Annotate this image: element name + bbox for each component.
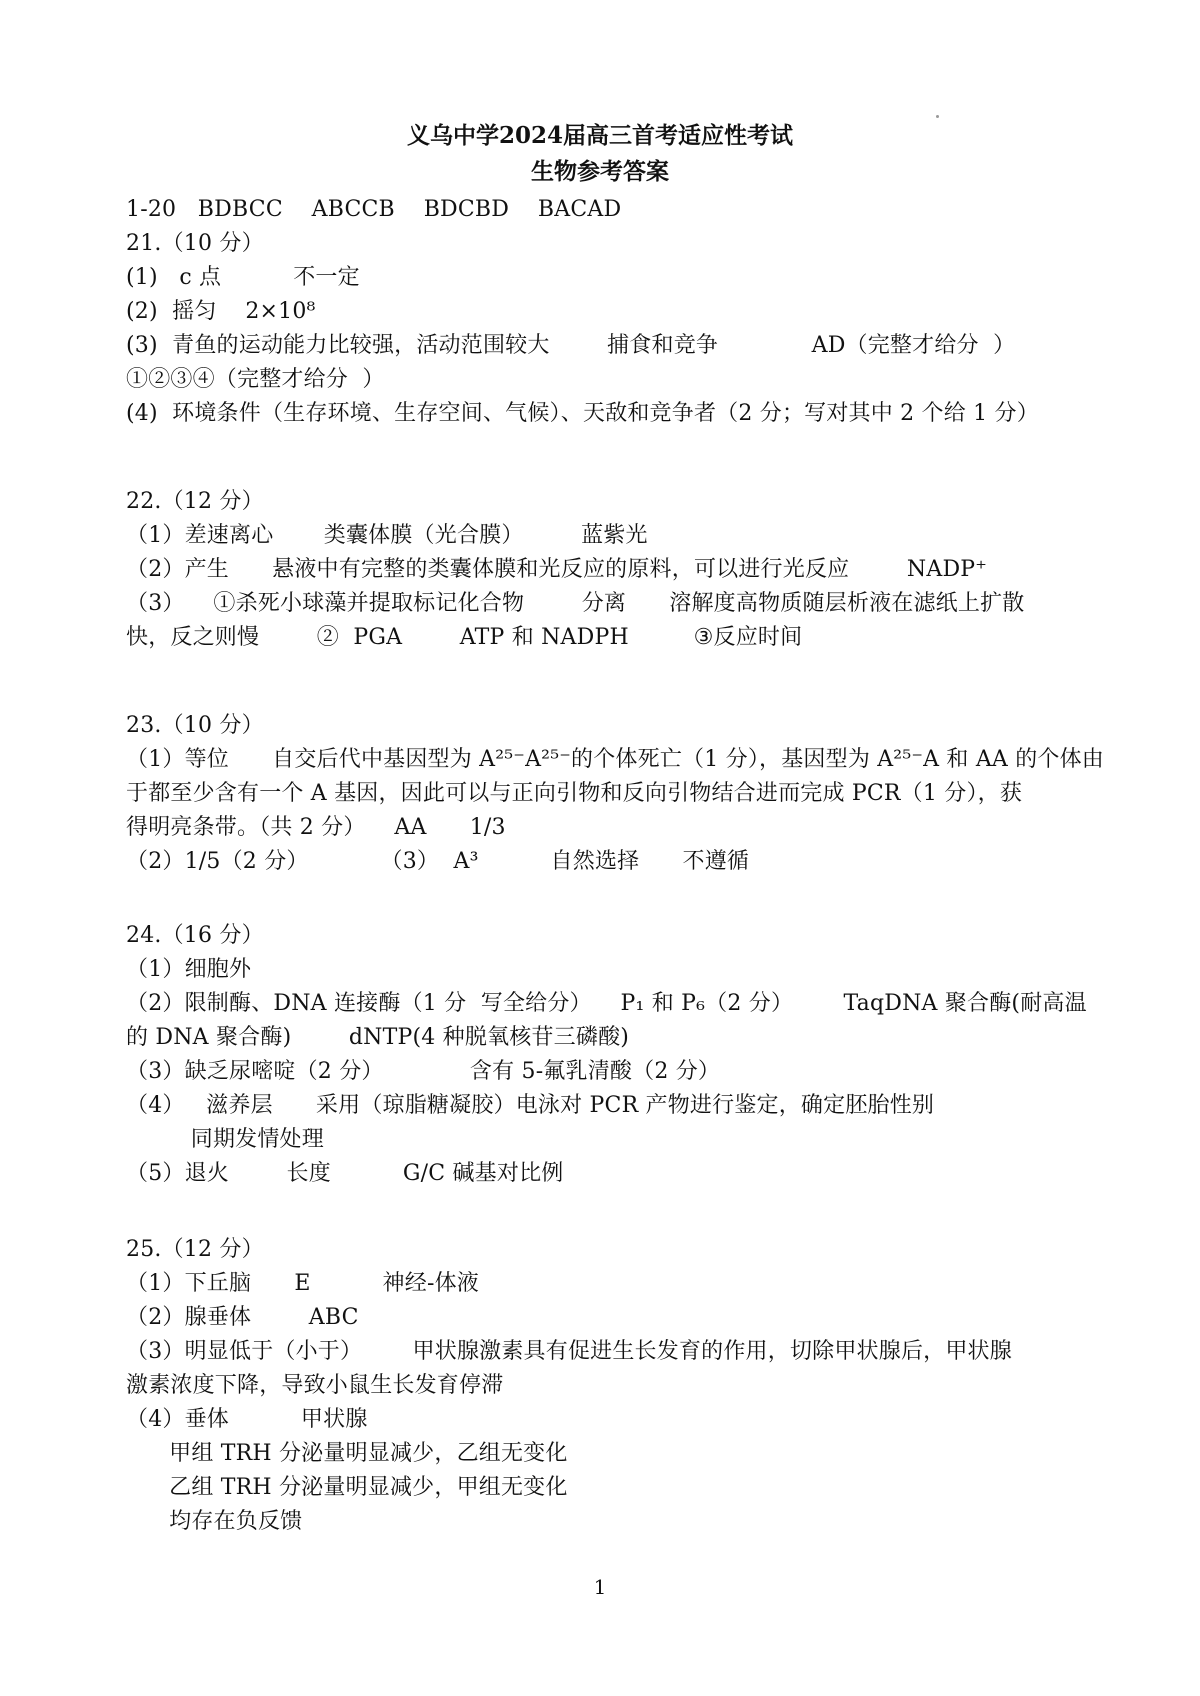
section-heading-21: 21.（10 分） xyxy=(126,231,264,256)
section-heading-24: 24.（16 分） xyxy=(126,923,264,948)
answer-line: （2）腺垂体 ABC xyxy=(126,1305,359,1330)
answer-line: （2）限制酶、DNA 连接酶（1 分 写全给分） P₁ 和 P₆（2 分） TaqDNA 聚合酶(耐高温 xyxy=(126,991,1087,1016)
answer-line: （1）细胞外 xyxy=(126,957,252,982)
answer-line: 甲组 TRH 分泌量明显减少，乙组无变化 xyxy=(126,1441,568,1466)
answer-line: （4）垂体 甲状腺 xyxy=(126,1407,368,1432)
answer-line: 同期发情处理 xyxy=(126,1127,324,1152)
answer-line: （5）退火 长度 G/C 碱基对比例 xyxy=(126,1161,564,1186)
answer-line: 激素浓度下降，导致小鼠生长发育停滞 xyxy=(126,1373,504,1398)
answer-line: (1) c 点 不一定 xyxy=(126,265,360,290)
document-title: 义乌中学2024届高三首考适应性考试 xyxy=(406,122,793,149)
answer-line: （1）等位 自交后代中基因型为 A²⁵⁻A²⁵⁻的个体死亡（1 分），基因型为 A²⁵⁻A 和 AA 的个体由 xyxy=(126,747,1104,772)
answer-line: （1）下丘脑 E 神经-体液 xyxy=(126,1271,479,1296)
scan-speck xyxy=(936,115,939,118)
answer-line: ①②③④（完整才给分 ） xyxy=(126,367,385,392)
answer-line: （3）缺乏尿嘧啶（2 分） 含有 5-氟乳清酸（2 分） xyxy=(126,1059,721,1084)
answer-line: 快，反之则慢 ② PGA ATP 和 NADPH ③反应时间 xyxy=(126,625,803,650)
answer-line: （1）差速离心 类囊体膜（光合膜） 蓝紫光 xyxy=(126,523,648,548)
answer-line: （3） ①杀死小球藻并提取标记化合物 分离 溶解度高物质随层析液在滤纸上扩散 xyxy=(126,591,1025,616)
answer-line: (2) 摇匀 2×10⁸ xyxy=(126,299,316,324)
section-heading-22: 22.（12 分） xyxy=(126,489,264,514)
answer-line: 1-20 BDBCC ABCCB BDCBD BACAD xyxy=(126,197,622,222)
answer-line: （2）1/5（2 分） （3） A³ 自然选择 不遵循 xyxy=(126,849,750,874)
answer-line: 乙组 TRH 分泌量明显减少，甲组无变化 xyxy=(126,1475,568,1500)
answer-line: (3) 青鱼的运动能力比较强，活动范围较大 捕食和竞争 AD（完整才给分 ） xyxy=(126,333,1016,358)
page-number: 1 xyxy=(593,1575,607,1599)
section-heading-25: 25.（12 分） xyxy=(126,1237,264,1262)
answer-line: （3）明显低于（小于） 甲状腺激素具有促进生长发育的作用，切除甲状腺后，甲状腺 xyxy=(126,1339,1012,1364)
section-heading-23: 23.（10 分） xyxy=(126,713,264,738)
document-subtitle: 生物参考答案 xyxy=(531,158,669,185)
answer-line: 得明亮条带。（共 2 分） AA 1/3 xyxy=(126,815,506,840)
answer-line: 的 DNA 聚合酶) dNTP(4 种脱氧核苷三磷酸) xyxy=(126,1025,630,1050)
answer-line: 于都至少含有一个 A 基因，因此可以与正向引物和反向引物结合进而完成 PCR（1 分），获 xyxy=(126,781,1023,806)
answer-line: (4) 环境条件（生存环境、生存空间、气候）、天敌和竞争者（2 分；写对其中 2 个给 1 分） xyxy=(126,401,1039,426)
answer-line: 均存在负反馈 xyxy=(126,1509,303,1534)
answer-line: （4） 滋养层 采用（琼脂糖凝胶）电泳对 PCR 产物进行鉴定，确定胚胎性别 xyxy=(126,1093,935,1118)
answer-line: （2）产生 悬液中有完整的类囊体膜和光反应的原料，可以进行光反应 NADP⁺ xyxy=(126,557,988,582)
